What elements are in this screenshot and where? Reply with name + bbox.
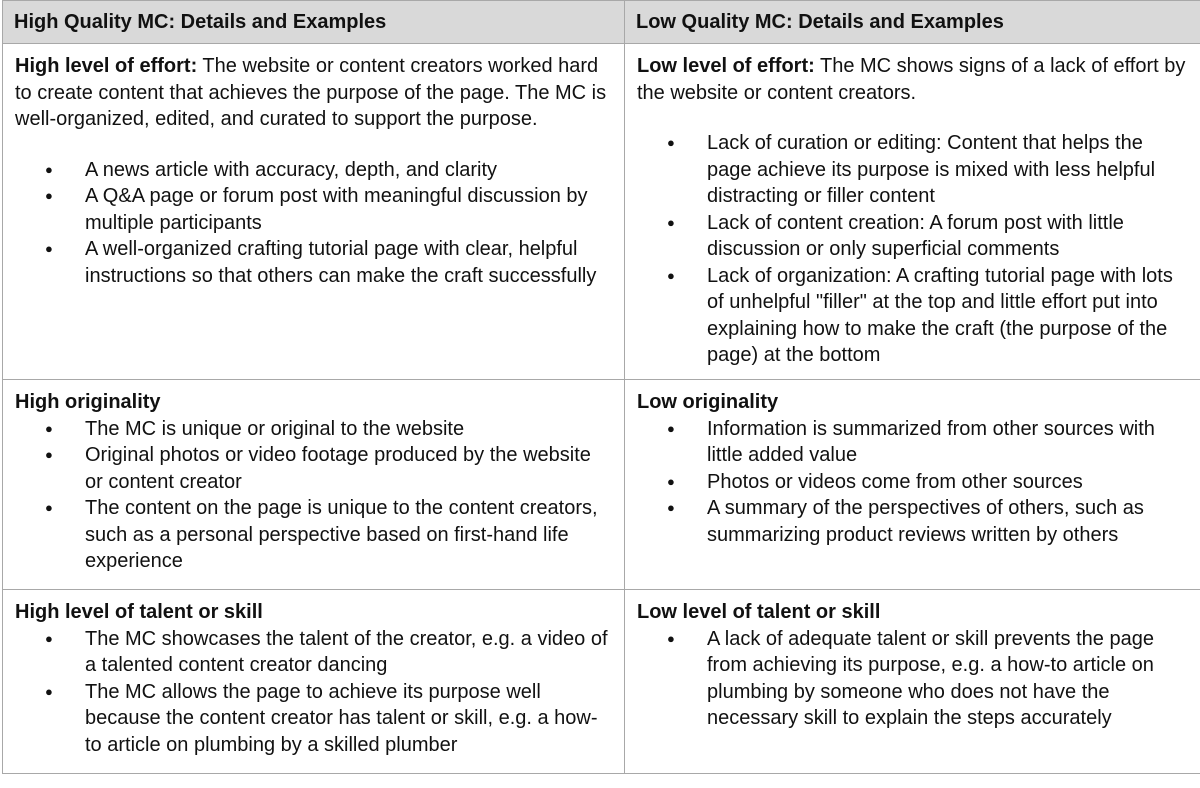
list-item: ● Information is summarized from other sources with little added value bbox=[637, 416, 1191, 469]
high-originality-list bbox=[15, 416, 614, 575]
low-effort-list bbox=[637, 130, 1191, 369]
list-item: ● Photos or videos come from other sources bbox=[637, 469, 1191, 496]
cell-high-originality bbox=[3, 380, 625, 590]
cell-low-talent bbox=[625, 590, 1200, 774]
list-item: ● Original photos or video footage produced by the website or content creator bbox=[15, 442, 614, 495]
list-item: ● A summary of the perspectives of others, such as summarizing product reviews written by others bbox=[637, 495, 1191, 548]
list-item: ● Lack of content creation: A forum post with little discussion or only superficial comments bbox=[637, 210, 1191, 263]
list-item: ● The MC is unique or original to the website bbox=[15, 416, 614, 443]
mc-quality-table bbox=[2, 0, 1200, 774]
cell-low-originality bbox=[625, 380, 1200, 590]
list-item: ● Lack of organization: A crafting tutorial page with lots of unhelpful "filler" at the top and little effort put into explaining how to make the craft (the purpose of the page) at the bottom bbox=[637, 263, 1191, 369]
cell-high-talent bbox=[3, 590, 625, 774]
header-row bbox=[3, 1, 1200, 44]
header-low-quality: Low Quality MC: Details and Examples bbox=[625, 1, 1200, 44]
low-originality-list bbox=[637, 416, 1191, 549]
high-talent-title: High level of talent or skill bbox=[15, 601, 263, 623]
list-item: ● The MC allows the page to achieve its purpose well because the content creator has talent or skill, e.g. a how-to article on plumbing by a skilled plumber bbox=[15, 679, 614, 759]
high-effort-list bbox=[15, 157, 614, 290]
header-high-quality: High Quality MC: Details and Examples bbox=[3, 1, 625, 44]
low-talent-list bbox=[637, 626, 1191, 732]
high-originality-title: High originality bbox=[15, 391, 161, 413]
list-item: ● A Q&A page or forum post with meaningful discussion by multiple participants bbox=[15, 183, 614, 236]
row-effort bbox=[3, 44, 1200, 380]
list-item: ● The content on the page is unique to the content creators, such as a personal perspective based on first-hand life experience bbox=[15, 495, 614, 575]
list-item: ● A well-organized crafting tutorial page with clear, helpful instructions so that others can make the craft successfully bbox=[15, 236, 614, 289]
list-item: ● A news article with accuracy, depth, and clarity bbox=[15, 157, 614, 184]
high-effort-intro: High level of effort: The website or content creators worked hard to create content that achieves the purpose of the page. The MC is well-organized, edited, and curated to support the purpose. bbox=[15, 55, 607, 130]
list-item: ● Lack of curation or editing: Content that helps the page achieve its purpose is mixed with less helpful distracting or filler content bbox=[637, 130, 1191, 210]
row-talent bbox=[3, 590, 1200, 774]
list-item: ● A lack of adequate talent or skill prevents the page from achieving its purpose, e.g. a how-to article on plumbing by someone who does not have the necessary skill to explain the steps accurately bbox=[637, 626, 1191, 732]
low-talent-title: Low level of talent or skill bbox=[637, 601, 881, 623]
list-item: ● The MC showcases the talent of the creator, e.g. a video of a talented content creator dancing bbox=[15, 626, 614, 679]
cell-low-effort bbox=[625, 44, 1200, 380]
cell-high-effort bbox=[3, 44, 625, 380]
low-effort-intro: Low level of effort: The MC shows signs of a lack of effort by the website or content creators. bbox=[637, 55, 1186, 104]
low-originality-title: Low originality bbox=[637, 391, 779, 413]
high-talent-list bbox=[15, 626, 614, 759]
high-effort-title: High level of effort: bbox=[15, 55, 198, 77]
low-effort-title: Low level of effort: bbox=[637, 55, 815, 77]
row-originality bbox=[3, 380, 1200, 590]
